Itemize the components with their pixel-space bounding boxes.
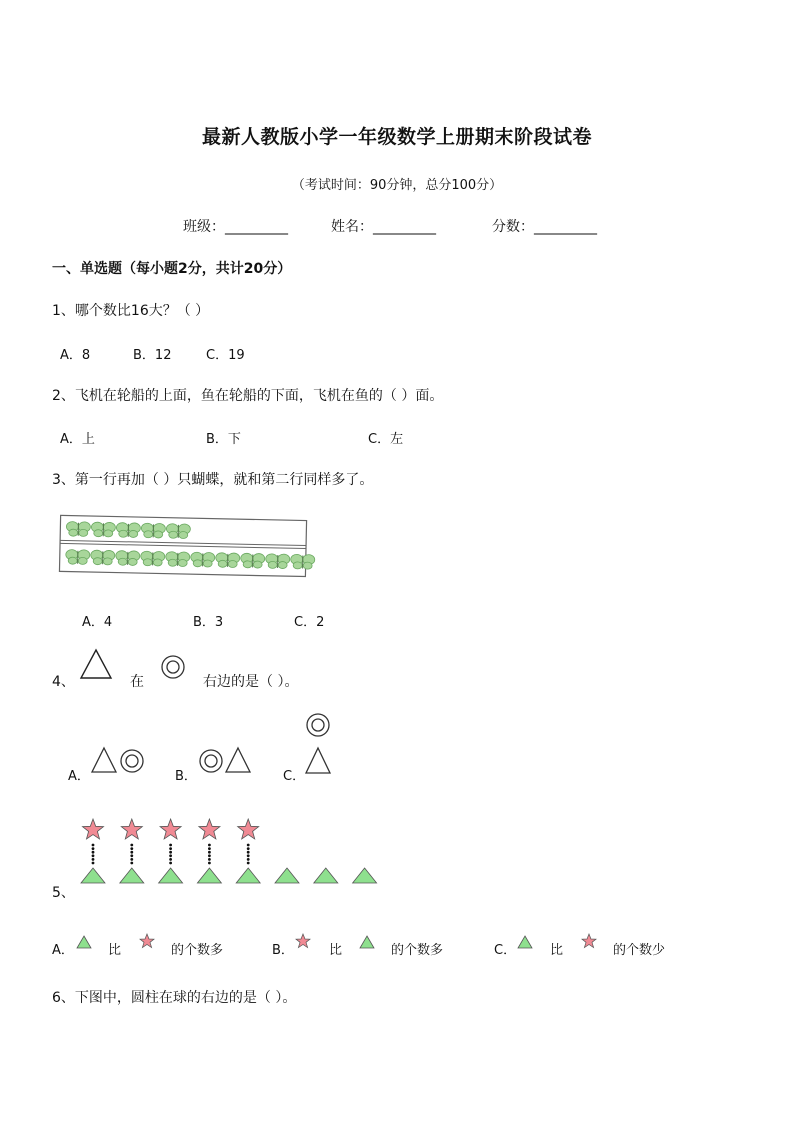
star-pink-icon [139, 933, 155, 949]
question-1: 1、哪个数比16大？（ ） [52, 303, 210, 319]
butterfly-icon [66, 522, 90, 537]
connector-dot [247, 858, 250, 861]
butterfly-icon [141, 551, 165, 566]
connector-dot [92, 862, 95, 865]
triangle-icon [79, 648, 113, 680]
connector-dot [208, 851, 211, 854]
butterfly-icon [266, 554, 290, 569]
connector-dot [92, 854, 95, 857]
q3-option-b[interactable]: B．3 [193, 615, 224, 630]
triangle-icon [275, 868, 299, 883]
name-field[interactable]: 姓名：_________ [331, 219, 436, 235]
connector-dot [130, 844, 133, 847]
butterfly-icon [116, 523, 140, 538]
triangle-icon [353, 868, 377, 883]
question-2: 2、飞机在轮船的上面，鱼在轮船的下面，飞机在鱼的（ ）面。 [52, 388, 444, 404]
butterfly-icon [216, 553, 240, 568]
triangle-green-icon [359, 935, 375, 949]
connector-dot [92, 858, 95, 861]
q3-option-c[interactable]: C．2 [294, 615, 325, 630]
connector-dot [169, 847, 172, 850]
q5-option-c[interactable]: C． [494, 943, 517, 958]
q1-option-c[interactable]: C．19 [206, 348, 245, 363]
q2-option-c[interactable]: C．左 [368, 432, 404, 447]
connector-dot [130, 851, 133, 854]
butterfly-icon [241, 553, 265, 568]
star-icon [160, 819, 181, 839]
star-icon [83, 819, 104, 839]
q3-option-a[interactable]: A．4 [82, 615, 113, 630]
connector-dot [208, 858, 211, 861]
score-field[interactable]: 分数：_________ [492, 219, 597, 235]
butterfly-icon [66, 550, 90, 565]
connector-dot [169, 858, 172, 861]
connector-dot [130, 847, 133, 850]
connector-dot [169, 854, 172, 857]
page-title: 最新人教版小学一年级数学上册期末阶段试卷 [201, 126, 592, 148]
connector-dot [92, 844, 95, 847]
section-heading: 一、单选题（每小题2分，共计20分） [52, 261, 292, 277]
q2-option-b[interactable]: B．下 [206, 432, 241, 447]
question-5-label: 5、 [52, 885, 75, 901]
class-field[interactable]: 班级：_________ [183, 219, 288, 235]
connector-dot [169, 851, 172, 854]
q5-b-bi: 比 [329, 943, 343, 958]
star-icon [238, 819, 259, 839]
connector-dot [208, 844, 211, 847]
connector-dot [130, 858, 133, 861]
connector-dot [169, 862, 172, 865]
star-icon [199, 819, 220, 839]
connector-dot [247, 854, 250, 857]
triangle-green-icon [517, 935, 533, 949]
butterfly-icon [191, 552, 215, 567]
star-icon [121, 819, 142, 839]
question-4-label: 4、 [52, 674, 75, 690]
question-4-zai: 在 [130, 674, 144, 690]
q4-a-figure [90, 745, 148, 775]
target-circle-icon [160, 654, 186, 680]
connector-dot [247, 862, 250, 865]
connector-dot [208, 862, 211, 865]
stars-triangles-figure [75, 817, 385, 889]
butterfly-figure [58, 515, 310, 579]
q1-option-b[interactable]: B．12 [133, 348, 172, 363]
exam-info: （考试时间：90分钟，总分100分） [291, 178, 503, 193]
q4-option-c[interactable]: C． [283, 769, 306, 784]
question-6: 6、下图中，圆柱在球的右边的是（ ）。 [52, 990, 297, 1006]
star-pink-icon [581, 933, 597, 949]
q4-option-b[interactable]: B． [175, 769, 197, 784]
connector-dot [208, 854, 211, 857]
butterfly-icon [141, 523, 165, 538]
connector-dot [169, 844, 172, 847]
q4-b-figure [198, 745, 256, 775]
star-pink-icon [295, 933, 311, 949]
q5-a-tail: 的个数多 [171, 943, 224, 958]
butterfly-icon [166, 552, 190, 567]
butterfly-icon [166, 524, 190, 539]
triangle-icon [159, 868, 183, 883]
q5-option-a[interactable]: A． [52, 943, 74, 958]
question-4-text: 右边的是（ ）。 [203, 674, 299, 690]
q5-option-b[interactable]: B． [272, 943, 294, 958]
triangle-icon [81, 868, 105, 883]
q5-b-tail: 的个数多 [391, 943, 444, 958]
connector-dot [247, 847, 250, 850]
q5-c-bi: 比 [550, 943, 564, 958]
connector-dot [247, 844, 250, 847]
q4-c-figure [303, 712, 333, 776]
q5-a-bi: 比 [108, 943, 122, 958]
connector-dot [247, 851, 250, 854]
connector-dot [130, 862, 133, 865]
triangle-green-icon [76, 935, 92, 949]
q1-option-a[interactable]: A．8 [60, 348, 91, 363]
triangle-icon [120, 868, 144, 883]
butterfly-icon [91, 550, 115, 565]
connector-dot [92, 851, 95, 854]
connector-dot [130, 854, 133, 857]
connector-dot [208, 847, 211, 850]
triangle-icon [236, 868, 260, 883]
connector-dot [92, 847, 95, 850]
triangle-icon [197, 868, 221, 883]
q2-option-a[interactable]: A．上 [60, 432, 95, 447]
butterfly-icon [91, 522, 115, 537]
butterfly-icon [116, 551, 140, 566]
butterfly-icon [291, 554, 315, 569]
question-3: 3、第一行再加（ ）只蝴蝶，就和第二行同样多了。 [52, 472, 374, 488]
triangle-icon [314, 868, 338, 883]
q5-c-tail: 的个数少 [613, 943, 666, 958]
q4-option-a[interactable]: A． [68, 769, 90, 784]
